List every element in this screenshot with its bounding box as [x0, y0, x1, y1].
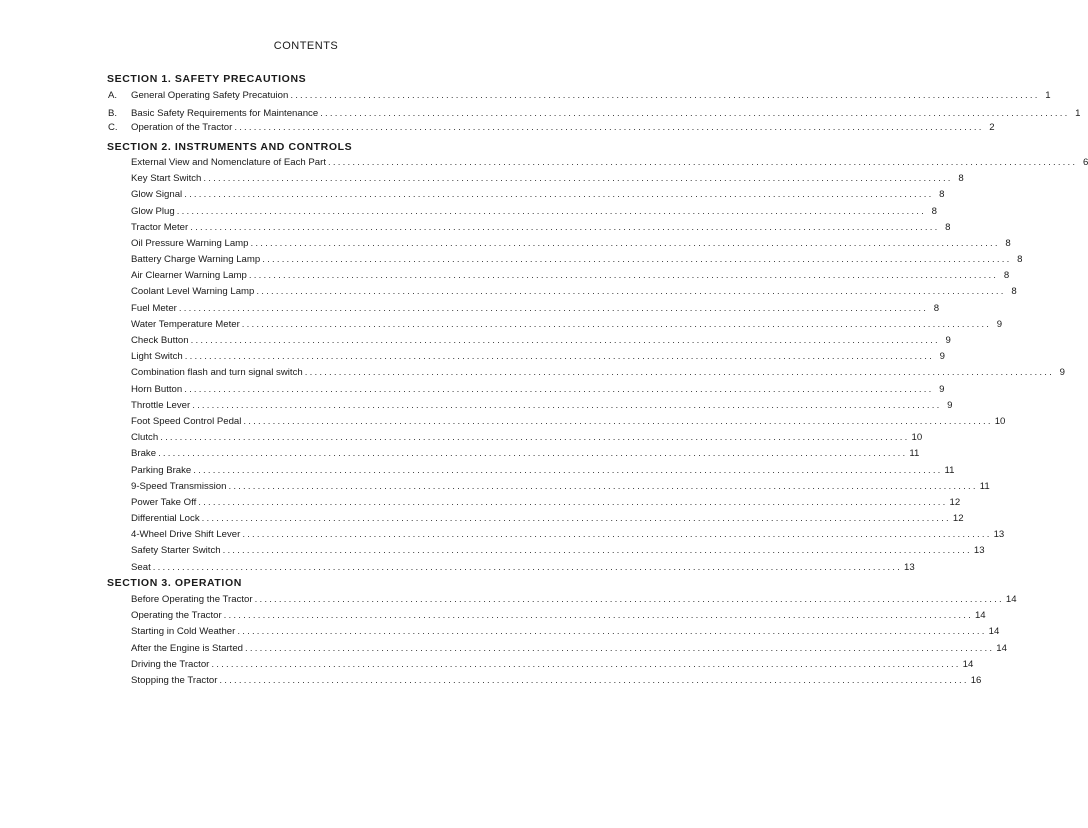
dot-leader: ..........................................................................................................................................................	[158, 448, 908, 459]
entry-label: Key Start Switch	[131, 173, 202, 184]
entry-label: Differential Lock	[131, 513, 200, 524]
toc-entry[interactable]	[131, 594, 1017, 606]
toc-entry[interactable]	[131, 465, 955, 477]
toc-entry[interactable]	[131, 432, 923, 444]
toc-entry[interactable]	[131, 319, 1003, 331]
entry-page: 13	[904, 562, 915, 573]
entry-page: 8	[931, 206, 938, 217]
entry-label: Foot Speed Control Pedal	[131, 416, 242, 427]
dot-leader: ..........................................................................................................................................................	[243, 416, 993, 427]
toc-entry[interactable]	[131, 481, 990, 493]
dot-leader: ..........................................................................................................................................................	[192, 400, 942, 411]
toc-entry[interactable]	[131, 448, 920, 460]
toc-entry[interactable]	[131, 400, 953, 412]
entry-label: Glow Signal	[131, 189, 183, 200]
entry-page: 8	[945, 222, 951, 233]
toc-entry[interactable]	[131, 222, 951, 234]
entry-page: 8	[1017, 254, 1023, 265]
toc-entry[interactable]	[131, 643, 1007, 655]
entry-label: Air Clearner Warning Lamp	[131, 270, 247, 281]
dot-leader: ..........................................................................................................................................................	[242, 529, 992, 540]
dot-leader: ..........................................................................................................................................................	[222, 545, 972, 556]
toc-entry[interactable]	[131, 513, 964, 525]
toc-entry[interactable]	[131, 173, 964, 185]
dot-leader: ..........................................................................................................................................................	[290, 90, 1040, 101]
entry-label: Combination flash and turn signal switch	[131, 367, 303, 378]
dot-leader: ..........................................................................................................................................................	[245, 643, 995, 654]
dot-leader: ..........................................................................................................................................................	[237, 626, 987, 637]
dot-leader: ..........................................................................................................................................................	[176, 206, 927, 217]
entry-page: 10	[994, 416, 1006, 427]
entry-page: 11	[909, 448, 920, 459]
entry-label: Stopping the Tractor	[131, 675, 218, 686]
dot-leader: ..........................................................................................................................................................	[184, 189, 934, 200]
toc-entry[interactable]	[131, 416, 1006, 428]
toc-entry[interactable]	[131, 659, 974, 671]
entry-page: 8	[933, 303, 940, 314]
entry-letter: B.	[108, 108, 118, 119]
entry-page: 12	[949, 497, 961, 508]
dot-leader: ..........................................................................................................................................................	[304, 367, 1054, 378]
toc-entry[interactable]	[131, 270, 1010, 282]
entry-page: 14	[996, 643, 1007, 654]
toc-entry[interactable]	[108, 122, 995, 134]
dot-leader: ..........................................................................................................................................................	[211, 659, 961, 670]
entry-label: External View and Nomenclature of Each Part	[131, 157, 326, 168]
entry-label: Starting in Cold Weather	[131, 626, 236, 637]
entry-page: 8	[958, 173, 964, 184]
entry-page: 14	[1005, 594, 1017, 605]
toc-entry[interactable]	[131, 610, 986, 622]
entry-label: Safety Starter Switch	[131, 545, 221, 556]
entry-label: Operating the Tractor	[131, 610, 222, 621]
entry-label: After the Engine is Started	[131, 643, 243, 654]
entry-label: Basic Safety Requirements for Maintenance	[131, 108, 319, 119]
entry-label: Water Temperature Meter	[131, 319, 240, 330]
dot-leader: ..........................................................................................................................................................	[203, 173, 953, 184]
dot-leader: ..........................................................................................................................................................	[250, 238, 1000, 249]
dot-leader: ..........................................................................................................................................................	[184, 351, 935, 362]
entry-label: Oil Pressure Warning Lamp	[131, 238, 249, 249]
dot-leader: ..........................................................................................................................................................	[328, 157, 1078, 168]
entry-page: 8	[1003, 270, 1010, 281]
entry-page: 9	[996, 319, 1003, 330]
entry-label: Before Operating the Tractor	[131, 594, 253, 605]
section-2-heading: SECTION 2. INSTRUMENTS AND CONTROLS	[107, 141, 353, 153]
entry-page: 13	[973, 545, 985, 556]
toc-entry[interactable]	[131, 562, 915, 574]
entry-page: 10	[911, 432, 923, 443]
toc-entry[interactable]	[131, 497, 961, 509]
entry-page: 8	[1005, 238, 1011, 249]
toc-entry[interactable]	[131, 367, 1065, 379]
dot-leader: ..........................................................................................................................................................	[241, 319, 992, 330]
entry-label: Throttle Lever	[131, 400, 191, 411]
entry-label: Seat	[131, 562, 151, 573]
entry-label: Light Switch	[131, 351, 183, 362]
entry-page: 14	[974, 610, 986, 621]
entry-label: Clutch	[131, 432, 159, 443]
entry-letter: A.	[108, 90, 118, 101]
toc-entry[interactable]	[131, 238, 1011, 250]
entry-label: Check Button	[131, 335, 189, 346]
dot-leader: ..........................................................................................................................................................	[184, 384, 934, 395]
entry-page: 1	[1075, 108, 1081, 119]
toc-entry[interactable]	[131, 675, 982, 687]
entry-page: 12	[952, 513, 964, 524]
entry-page: 9	[939, 384, 945, 395]
entry-page: 14	[962, 659, 974, 670]
entry-label: Coolant Level Warning Lamp	[131, 286, 255, 297]
toc-entry[interactable]	[108, 90, 1051, 102]
entry-page: 9	[1059, 367, 1065, 378]
dot-leader: ..........................................................................................................................................................	[219, 675, 969, 686]
toc-entry[interactable]	[131, 545, 985, 557]
entry-label: Driving the Tractor	[131, 659, 210, 670]
entry-page: 9	[947, 400, 953, 411]
dot-leader: ..........................................................................................................................................................	[201, 513, 951, 524]
entry-page: 11	[944, 465, 955, 476]
page-title: CONTENTS	[273, 40, 339, 52]
entry-label: Battery Charge Warning Lamp	[131, 254, 261, 265]
entry-page: 2	[989, 122, 995, 133]
dot-leader: ..........................................................................................................................................................	[262, 254, 1012, 265]
toc-entry[interactable]	[131, 286, 1017, 298]
toc-entry[interactable]	[131, 157, 1088, 169]
entry-page: 9	[939, 351, 946, 362]
toc-entry[interactable]	[108, 108, 1081, 120]
entry-label: 9-Speed Transmission	[131, 481, 227, 492]
entry-label: Power Take Off	[131, 497, 197, 508]
entry-label: Horn Button	[131, 384, 183, 395]
dot-leader: ..........................................................................................................................................................	[248, 270, 999, 281]
dot-leader: ..........................................................................................................................................................	[152, 562, 903, 573]
entry-page: 14	[988, 626, 1000, 637]
entry-page: 9	[945, 335, 951, 346]
entry-label: Tractor Meter	[131, 222, 189, 233]
section-3-heading: SECTION 3. OPERATION	[107, 577, 242, 589]
entry-page: 16	[970, 675, 982, 686]
toc-entry[interactable]	[131, 254, 1023, 266]
entry-label: Operation of the Tractor	[131, 122, 233, 133]
toc-entry[interactable]	[131, 303, 940, 315]
entry-label: Glow Plug	[131, 206, 175, 217]
toc-entry[interactable]	[131, 351, 946, 363]
dot-leader: ..........................................................................................................................................................	[160, 432, 910, 443]
dot-leader: ..........................................................................................................................................................	[228, 481, 978, 492]
toc-entry[interactable]	[131, 335, 951, 347]
dot-leader: ..........................................................................................................................................................	[190, 335, 940, 346]
entry-page: 6	[1082, 157, 1088, 168]
dot-leader: ..........................................................................................................................................................	[234, 122, 984, 133]
toc-entry[interactable]	[131, 206, 938, 218]
entry-page: 8	[939, 189, 945, 200]
dot-leader: ..........................................................................................................................................................	[193, 465, 943, 476]
entry-page: 13	[993, 529, 1005, 540]
entry-label: Fuel Meter	[131, 303, 177, 314]
toc-entry[interactable]	[131, 626, 1000, 638]
entry-page: 8	[1011, 286, 1017, 297]
entry-label: 4-Wheel Drive Shift Lever	[131, 529, 241, 540]
dot-leader: ..........................................................................................................................................................	[178, 303, 929, 314]
entry-label: General Operating Safety Precatuion	[131, 90, 289, 101]
entry-label: Parking Brake	[131, 465, 192, 476]
dot-leader: ..........................................................................................................................................................	[223, 610, 973, 621]
dot-leader: ..........................................................................................................................................................	[254, 594, 1004, 605]
dot-leader: ..........................................................................................................................................................	[320, 108, 1070, 119]
dot-leader: ..........................................................................................................................................................	[256, 286, 1006, 297]
section-1-heading: SECTION 1. SAFETY PRECAUTIONS	[107, 73, 307, 85]
toc-entry[interactable]	[131, 529, 1005, 541]
dot-leader: ..........................................................................................................................................................	[198, 497, 948, 508]
toc-entry[interactable]	[131, 384, 945, 396]
dot-leader: ..........................................................................................................................................................	[190, 222, 940, 233]
toc-entry[interactable]	[131, 189, 945, 201]
entry-label: Brake	[131, 448, 157, 459]
entry-page: 11	[979, 481, 990, 492]
entry-page: 1	[1045, 90, 1051, 101]
entry-letter: C.	[108, 122, 118, 133]
